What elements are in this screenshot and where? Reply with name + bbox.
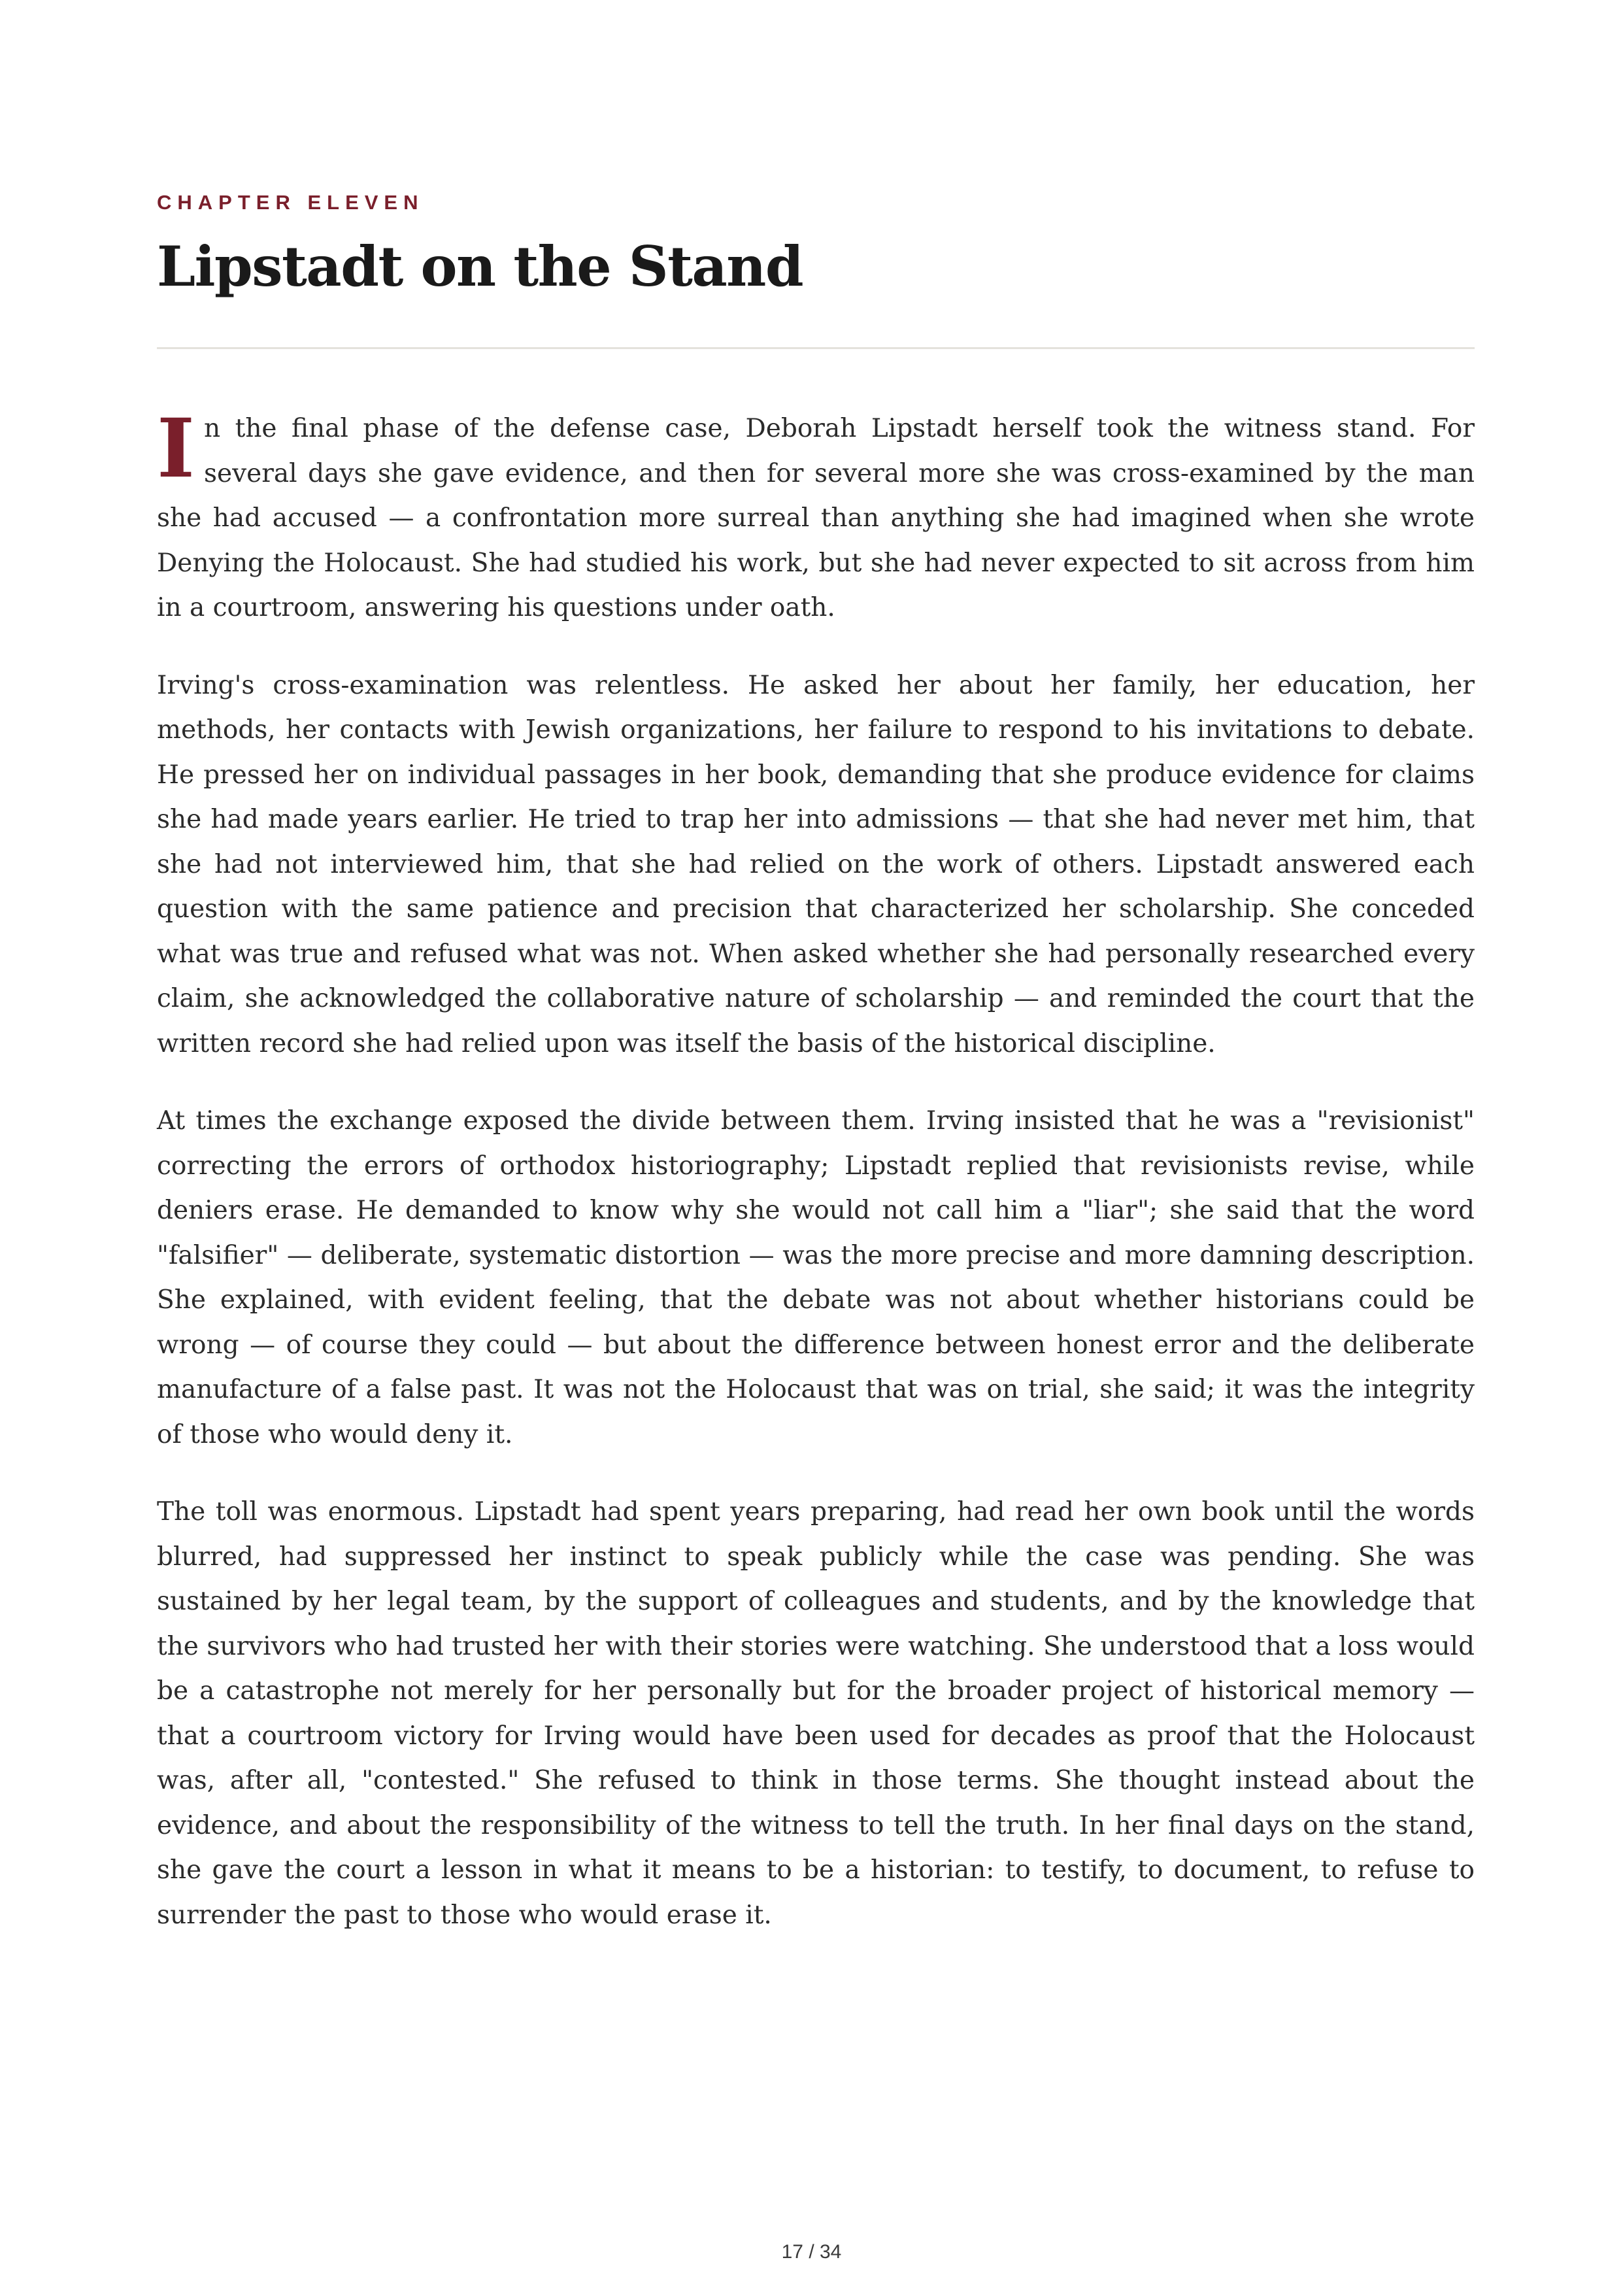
paragraph-4: The toll was enormous. Lipstadt had spent years preparing, had read her own book until the words blurred, had suppressed her instinct to speak publicly while the case was pending. She was sustained by her legal team, by the support of colleagues and students, and by the knowledge that the survivors who had trusted her with their stories were watching. She understood that a loss would be a catastrophe not merely for her personally but for the broader project of historical memory — that a courtroom victory for Irving would have been used for decades as proof that the Holocaust was, after all, "contested." She refused to think in those terms. She thought instead about the evidence, and about the responsibility of the witness to tell the truth. In her final days on the stand, she gave the court a lesson in what it means to be a historian: to testify, to document, to refuse to surrender the past to those who would erase it.	[157, 1497, 1475, 1930]
paragraph-1: In the final phase of the defense case, Deborah Lipstadt herself took the witness stand. For several days she gave evidence, and then for several more she was cross-examined by the man she had accused — a confrontation more surreal than anything she had imagined when she wrote Denying the Holocaust. She had studied his work, but she had never expected to sit across from him in a courtroom, answering his questions under oath.	[157, 401, 1475, 622]
page-number: 17 / 34	[781, 2241, 842, 2263]
chapter-body	[157, 401, 1475, 1970]
title-divider	[157, 347, 1475, 349]
paragraph-2: Irving's cross-examination was relentless. He asked her about her family, her education, her methods, her contacts with Jewish organizations, her failure to respond to his invitations to debate. He pressed her on individual passages in her book, demanding that she produce evidence for claims she had made years earlier. He tried to trap her into admissions — that she had never met him, that she had not interviewed him, that she had relied on the work of others. Lipstadt answered each question with the same patience and precision that characterized her scholarship. She conceded what was true and refused what was not. When asked whether she had personally researched every claim, she acknowledged the collaborative nature of scholarship — and reminded the court that the written record she had relied upon was itself the basis of the historical discipline.	[157, 670, 1475, 1058]
paragraph-3: At times the exchange exposed the divide between them. Irving insisted that he was a "revisionist" correcting the errors of orthodox historiography; Lipstadt replied that revisionists revise, while deniers erase. He demanded to know why she would not call him a "liar"; she said that the word "falsifier" — deliberate, systematic distortion — was the more precise and more damning description. She explained, with evident feeling, that the debate was not about whether historians could be wrong — of course they could — but about the difference between honest error and the deliberate manufacture of a false past. It was not the Holocaust that was on trial, she said; it was the integrity of those who would deny it.	[157, 1106, 1475, 1449]
chapter-label: CHAPTER ELEVEN	[157, 191, 424, 214]
chapter-title: Lipstadt on the Stand	[157, 234, 803, 299]
